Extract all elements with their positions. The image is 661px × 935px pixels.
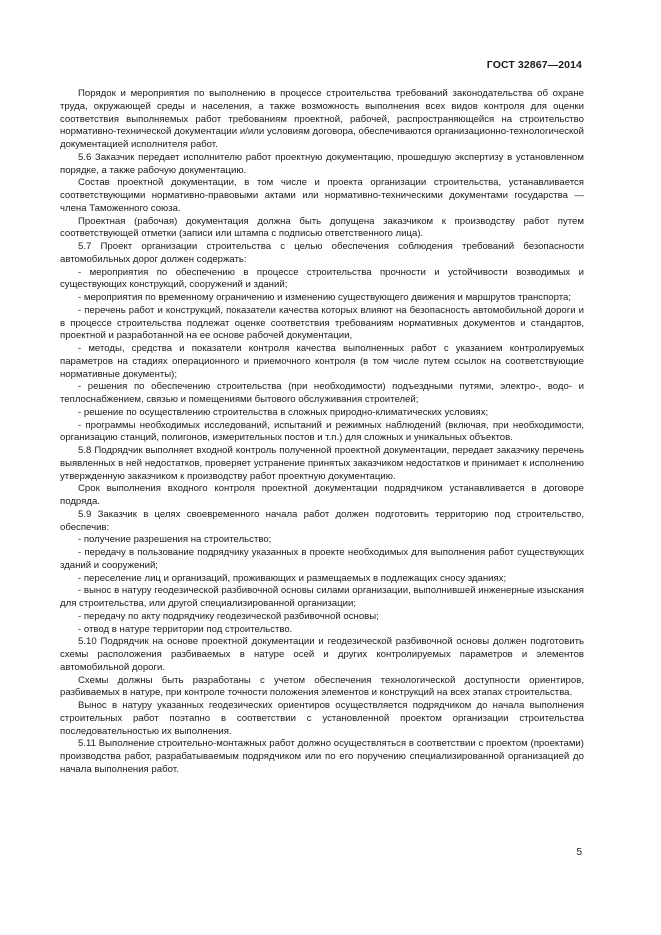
body-paragraph: - переселение лиц и организаций, проживающих и размещаемых в подлежащих сносу зданиях; — [78, 572, 507, 584]
body-paragraph: - вынос в натуру геодезической разбивочной основы силами организации, выполнившей инженерные изыскания для строительства, или другой специализированной организации; — [60, 585, 584, 609]
body-paragraph: Схемы должны быть разработаны с учетом обеспечения технологической доступности ориентиров, разбиваемых в натуре, при контроле точности положения элементов и конструкций на всех этапах строительства. — [60, 674, 584, 699]
body-paragraph: - методы, средства и показатели контроля качества выполненных работ с указанием контролируемых параметров на стадиях операционного и приемочного контроля (в том числе путем ссылок на соответствующие нормативные документы); — [60, 343, 584, 380]
body-paragraph: 5.9 Заказчик в целях своевременного начала работ должен подготовить территорию под строительство, обеспечив: — [60, 508, 584, 533]
body-paragraph: 5.8 Подрядчик выполняет входной контроль полученной проектной документации, передает заказчику перечень выявленных в ней недостатков, проверяет устранение принятых заказчиком недостатков и принимает к исполнению утвержденную заказчиком к производству работ проектную документацию. — [60, 445, 584, 482]
body-paragraph: - получение разрешения на строительство; — [78, 534, 272, 546]
body-paragraph: Вынос в натуру указанных геодезических ориентиров осуществляется подрядчиком до начала выполнения строительных работ поэтапно в соответствии с установленной проектом организации строительства последовательностью их выполнения. — [60, 700, 584, 737]
body-paragraph: - передачу в пользование подрядчику указанных в проекте необходимых для выполнения работ существующих зданий и сооружений; — [60, 547, 584, 571]
body-paragraph: - решение по осуществлению строительства в сложных природно-климатических условиях; — [78, 406, 489, 418]
body-paragraph: - передачу по акту подрядчику геодезической разбивочной основы; — [78, 610, 379, 622]
body-paragraph: 5.11 Выполнение строительно-монтажных работ должно осуществляться в соответствии с проектом (проектами) производства работ, разрабатываемым подрядчиком или по его поручению специализированной организацией до начала выполнения работ. — [60, 738, 584, 775]
body-paragraph: - мероприятия по временному ограничению и изменению существующего движения и маршрутов транспорта; — [78, 292, 572, 303]
document-body — [60, 88, 584, 777]
body-paragraph: Проектная (рабочая) документация должна быть допущена заказчиком к производству работ путем соответствующей отметки (записи или штампа с подписью ответственного лица). — [60, 215, 584, 240]
body-paragraph: Срок выполнения входного контроля проектной документации подрядчиком устанавливается в договоре подряда. — [60, 483, 584, 507]
document-header: ГОСТ 32867—2014 — [486, 59, 582, 71]
body-paragraph: - решения по обеспечению строительства (при необходимости) подъездными путями, электро-, водо- и теплоснабжением, связью и помещениями бытового обслуживания строителей; — [60, 381, 584, 405]
body-paragraph: - программы необходимых исследований, испытаний и режимных наблюдений (включая, при необходимости, организацию станций, полигонов, измерительных постов и т.п.) для сложных и уникальных объектов. — [60, 419, 584, 444]
body-paragraph: - отвод в натуре территории под строительство. — [78, 623, 293, 635]
body-paragraph: 5.10 Подрядчик на основе проектной документации и геодезической разбивочной основы должен подготовить схемы расположения разбиваемых в натуре осей и других контролируемых параметров и элементов автомобильной дороги. — [60, 636, 584, 673]
page-number: 5 — [576, 847, 582, 858]
body-paragraph: 5.6 Заказчик передает исполнителю работ проектную документацию, прошедшую экспертизу в установленном порядке, а также рабочую документацию. — [60, 151, 584, 176]
body-paragraph: Состав проектной документации, в том числе и проекта организации строительства, устанавливается соответствующими нормативно-правовыми актами или нормативно-техническими документами государства — члена Таможенного союза. — [60, 177, 584, 214]
body-paragraph: 5.7 Проект организации строительства с целью обеспечения соблюдения требований безопасности автомобильных дорог должен содержать: — [60, 241, 584, 265]
body-paragraph: Порядок и мероприятия по выполнению в процессе строительства требований законодательства об охране труда, окружающей среды и населения, а также возможность выполнения всех видов контроля для оценки соответствия выполняемых работ требованиям проектной, рабочей, распространяющейся на строительство нормативно-технической документации и/или условиям договора, обеспечиваются организационно-технологической документацией исполнителя работ. — [60, 88, 584, 150]
body-paragraph: - перечень работ и конструкций, показатели качества которых влияют на безопасность автомобильной дороги и в процессе строительства подлежат оценке соответствия требованиям нормативных документов и стандартов, проектной и разработанной на ее основе рабочей документации, — [60, 304, 584, 342]
body-paragraph: - мероприятия по обеспечению в процессе строительства прочности и устойчивости возводимых и существующих конструкций, сооружений и зданий; — [60, 266, 584, 291]
